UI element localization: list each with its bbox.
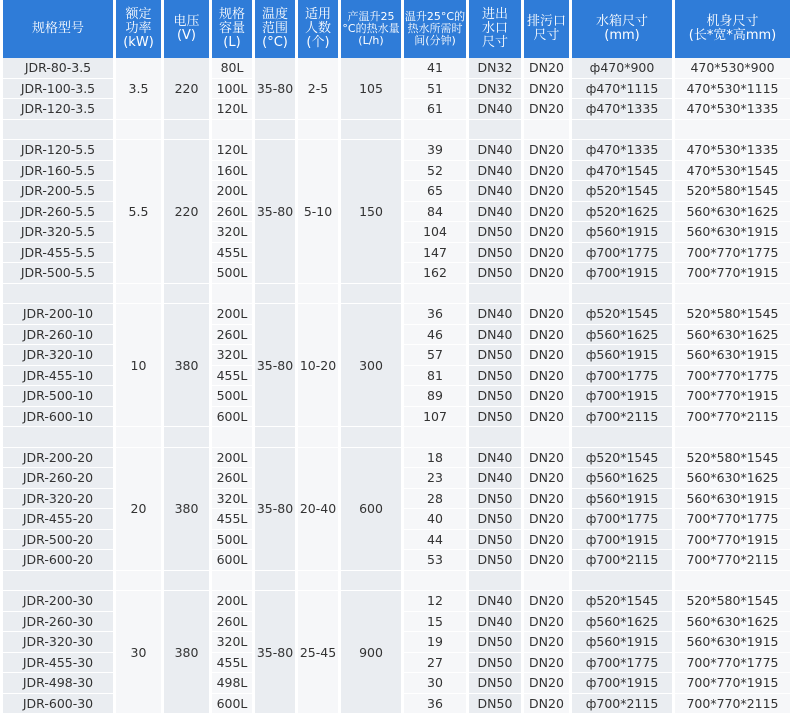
table-row [3, 304, 790, 325]
spec-model: JDR-260-30 [3, 612, 113, 633]
spec-model: JDR-120-3.5 [3, 99, 113, 120]
spec-tank-size: ф560*1625 [572, 612, 672, 633]
spec-body-size: 520*580*1545 [675, 448, 790, 469]
spec-inlet: DN50 [469, 632, 521, 653]
spec-inlet: DN50 [469, 653, 521, 674]
spec-drain: DN20 [524, 632, 569, 653]
spec-capacity: 600L [212, 550, 252, 571]
spacer-cell [469, 571, 521, 592]
spacer-cell [255, 571, 295, 592]
spec-heat-time: 39 [404, 140, 466, 161]
spec-inlet: DN50 [469, 694, 521, 714]
spec-model: JDR-600-20 [3, 550, 113, 571]
spacer-cell [404, 571, 466, 592]
header-persons: 适用 人数 (个) [298, 0, 338, 58]
spec-model: JDR-80-3.5 [3, 58, 113, 79]
spec-drain: DN20 [524, 550, 569, 571]
spec-tank-size: ф520*1625 [572, 202, 672, 223]
spacer-cell [524, 120, 569, 141]
group-power: 3.5 [116, 58, 161, 120]
spec-body-size: 700*770*2115 [675, 694, 790, 714]
spec-body-size: 700*770*1775 [675, 243, 790, 264]
spec-inlet: DN50 [469, 366, 521, 387]
spec-heat-time: 104 [404, 222, 466, 243]
spec-drain: DN20 [524, 222, 569, 243]
group-persons: 20-40 [298, 448, 338, 571]
spacer-cell [164, 284, 209, 305]
spacer-cell [255, 120, 295, 141]
spec-tank-size: ф700*2115 [572, 407, 672, 428]
spec-capacity: 455L [212, 509, 252, 530]
group-power: 30 [116, 591, 161, 714]
group-persons: 25-45 [298, 591, 338, 714]
header-flow: 产温升25 °C的热水量 (L/h) [341, 0, 401, 58]
group-spacer [3, 427, 790, 448]
spec-drain: DN20 [524, 448, 569, 469]
spec-model: JDR-200-20 [3, 448, 113, 469]
spec-heat-time: 30 [404, 673, 466, 694]
spec-model: JDR-260-10 [3, 325, 113, 346]
spec-body-size: 560*630*1915 [675, 222, 790, 243]
spec-heat-time: 89 [404, 386, 466, 407]
spacer-cell [255, 427, 295, 448]
spec-capacity: 455L [212, 653, 252, 674]
spec-heat-time: 18 [404, 448, 466, 469]
spec-capacity: 500L [212, 263, 252, 284]
spec-inlet: DN40 [469, 468, 521, 489]
spec-tank-size: ф470*1335 [572, 140, 672, 161]
spec-tank-size: ф560*1625 [572, 468, 672, 489]
spec-drain: DN20 [524, 653, 569, 674]
spec-capacity: 500L [212, 386, 252, 407]
spec-tank-size: ф560*1915 [572, 345, 672, 366]
spec-model: JDR-320-10 [3, 345, 113, 366]
group-flow: 900 [341, 591, 401, 714]
spec-body-size: 470*530*900 [675, 58, 790, 79]
spacer-cell [3, 120, 113, 141]
spec-body-size: 560*630*1625 [675, 468, 790, 489]
spec-inlet: DN40 [469, 591, 521, 612]
spec-model: JDR-260-20 [3, 468, 113, 489]
spacer-cell [3, 284, 113, 305]
spec-drain: DN20 [524, 304, 569, 325]
spacer-cell [164, 427, 209, 448]
spacer-cell [469, 427, 521, 448]
spec-drain: DN20 [524, 530, 569, 551]
spec-tank-size: ф470*1545 [572, 161, 672, 182]
spec-drain: DN20 [524, 243, 569, 264]
header-row [3, 0, 790, 58]
spec-heat-time: 28 [404, 489, 466, 510]
spec-tank-size: ф560*1915 [572, 489, 672, 510]
group-flow: 150 [341, 140, 401, 284]
spacer-cell [572, 427, 672, 448]
spec-model: JDR-500-20 [3, 530, 113, 551]
spec-heat-time: 61 [404, 99, 466, 120]
spacer-cell [116, 284, 161, 305]
spec-tank-size: ф520*1545 [572, 591, 672, 612]
spec-inlet: DN40 [469, 448, 521, 469]
spec-model: JDR-260-5.5 [3, 202, 113, 223]
spec-heat-time: 40 [404, 509, 466, 530]
table-row [3, 448, 790, 469]
group-spacer [3, 284, 790, 305]
spacer-cell [3, 571, 113, 592]
spec-body-size: 700*770*1775 [675, 653, 790, 674]
spec-model: JDR-200-30 [3, 591, 113, 612]
spec-heat-time: 27 [404, 653, 466, 674]
spec-capacity: 600L [212, 407, 252, 428]
spacer-cell [298, 120, 338, 141]
group-voltage: 380 [164, 304, 209, 427]
header-body-size: 机身尺寸 (长*宽*高mm) [675, 0, 790, 58]
spec-body-size: 700*770*1915 [675, 673, 790, 694]
spec-drain: DN20 [524, 673, 569, 694]
spec-heat-time: 81 [404, 366, 466, 387]
spec-heat-time: 52 [404, 161, 466, 182]
spec-drain: DN20 [524, 161, 569, 182]
spec-inlet: DN50 [469, 222, 521, 243]
spec-model: JDR-320-30 [3, 632, 113, 653]
spacer-cell [404, 120, 466, 141]
table-body [3, 58, 790, 714]
spec-body-size: 560*630*1625 [675, 612, 790, 633]
group-flow: 105 [341, 58, 401, 120]
spec-model: JDR-120-5.5 [3, 140, 113, 161]
spec-drain: DN20 [524, 263, 569, 284]
spec-inlet: DN50 [469, 530, 521, 551]
spec-body-size: 700*770*1915 [675, 530, 790, 551]
spec-model: JDR-500-5.5 [3, 263, 113, 284]
group-persons: 10-20 [298, 304, 338, 427]
spec-heat-time: 41 [404, 58, 466, 79]
spec-body-size: 700*770*1915 [675, 263, 790, 284]
spacer-cell [524, 284, 569, 305]
spec-body-size: 700*770*1775 [675, 509, 790, 530]
spec-tank-size: ф700*1775 [572, 509, 672, 530]
spec-inlet: DN50 [469, 673, 521, 694]
spec-tank-size: ф700*1915 [572, 263, 672, 284]
spec-body-size: 560*630*1915 [675, 632, 790, 653]
spec-model: JDR-320-5.5 [3, 222, 113, 243]
spec-heat-time: 162 [404, 263, 466, 284]
spacer-cell [572, 120, 672, 141]
group-persons: 5-10 [298, 140, 338, 284]
group-flow: 300 [341, 304, 401, 427]
spec-body-size: 470*530*1335 [675, 99, 790, 120]
spacer-cell [116, 120, 161, 141]
table-row [3, 140, 790, 161]
spec-model: JDR-200-10 [3, 304, 113, 325]
spec-capacity: 320L [212, 632, 252, 653]
spec-inlet: DN50 [469, 550, 521, 571]
spec-capacity: 260L [212, 612, 252, 633]
spec-capacity: 498L [212, 673, 252, 694]
spec-model: JDR-600-30 [3, 694, 113, 714]
spec-heat-time: 84 [404, 202, 466, 223]
group-power: 5.5 [116, 140, 161, 284]
spec-body-size: 470*530*1545 [675, 161, 790, 182]
spec-model: JDR-320-20 [3, 489, 113, 510]
spec-tank-size: ф560*1625 [572, 325, 672, 346]
spec-inlet: DN50 [469, 407, 521, 428]
spec-drain: DN20 [524, 366, 569, 387]
spec-tank-size: ф560*1915 [572, 632, 672, 653]
spec-tank-size: ф470*900 [572, 58, 672, 79]
spec-heat-time: 44 [404, 530, 466, 551]
spacer-cell [164, 120, 209, 141]
spec-heat-time: 57 [404, 345, 466, 366]
spec-heat-time: 46 [404, 325, 466, 346]
spec-inlet: DN50 [469, 243, 521, 264]
header-inlet: 进出 水口 尺寸 [469, 0, 521, 58]
spacer-cell [164, 571, 209, 592]
group-temp-range: 35-80 [255, 58, 295, 120]
spec-body-size: 700*770*2115 [675, 407, 790, 428]
spec-inlet: DN40 [469, 304, 521, 325]
group-spacer [3, 120, 790, 141]
spec-capacity: 160L [212, 161, 252, 182]
spec-tank-size: ф470*1115 [572, 79, 672, 100]
spacer-cell [675, 571, 790, 592]
spec-inlet: DN40 [469, 181, 521, 202]
spec-model: JDR-455-30 [3, 653, 113, 674]
spec-inlet: DN50 [469, 263, 521, 284]
spacer-cell [341, 571, 401, 592]
spec-body-size: 700*770*1775 [675, 366, 790, 387]
spec-model: JDR-200-5.5 [3, 181, 113, 202]
spec-tank-size: ф700*1775 [572, 653, 672, 674]
spec-tank-size: ф520*1545 [572, 448, 672, 469]
spec-capacity: 80L [212, 58, 252, 79]
spacer-cell [675, 427, 790, 448]
spec-tank-size: ф470*1335 [572, 99, 672, 120]
spacer-cell [404, 284, 466, 305]
spec-model: JDR-455-10 [3, 366, 113, 387]
spec-tank-size: ф520*1545 [572, 181, 672, 202]
spec-capacity: 200L [212, 448, 252, 469]
group-voltage: 220 [164, 140, 209, 284]
spec-inlet: DN40 [469, 140, 521, 161]
spacer-cell [255, 284, 295, 305]
group-flow: 600 [341, 448, 401, 571]
spec-heat-time: 23 [404, 468, 466, 489]
header-capacity: 规格 容量 (L) [212, 0, 252, 58]
spacer-cell [341, 120, 401, 141]
header-drain: 排污口 尺寸 [524, 0, 569, 58]
spec-body-size: 520*580*1545 [675, 304, 790, 325]
spec-body-size: 520*580*1545 [675, 591, 790, 612]
spec-body-size: 560*630*1625 [675, 202, 790, 223]
spec-drain: DN20 [524, 468, 569, 489]
table-row [3, 58, 790, 79]
spec-capacity: 200L [212, 181, 252, 202]
header-heat-time: 温升25°C的 热水所需时 间(分钟) [404, 0, 466, 58]
spacer-cell [3, 427, 113, 448]
spacer-cell [675, 284, 790, 305]
spec-inlet: DN32 [469, 58, 521, 79]
spec-tank-size: ф700*2115 [572, 550, 672, 571]
spec-drain: DN20 [524, 99, 569, 120]
spec-heat-time: 19 [404, 632, 466, 653]
spec-drain: DN20 [524, 181, 569, 202]
spec-drain: DN20 [524, 79, 569, 100]
spec-heat-time: 36 [404, 694, 466, 714]
group-voltage: 220 [164, 58, 209, 120]
spec-capacity: 320L [212, 222, 252, 243]
spacer-cell [212, 427, 252, 448]
spec-capacity: 200L [212, 304, 252, 325]
spec-body-size: 700*770*2115 [675, 550, 790, 571]
spec-capacity: 455L [212, 366, 252, 387]
spec-inlet: DN40 [469, 99, 521, 120]
spec-heat-time: 36 [404, 304, 466, 325]
spec-inlet: DN40 [469, 325, 521, 346]
spec-drain: DN20 [524, 140, 569, 161]
group-temp-range: 35-80 [255, 140, 295, 284]
spec-tank-size: ф700*1915 [572, 386, 672, 407]
spacer-cell [212, 284, 252, 305]
spec-capacity: 260L [212, 202, 252, 223]
group-temp-range: 35-80 [255, 448, 295, 571]
spec-body-size: 470*530*1115 [675, 79, 790, 100]
spec-drain: DN20 [524, 694, 569, 714]
group-spacer [3, 571, 790, 592]
group-voltage: 380 [164, 448, 209, 571]
spec-drain: DN20 [524, 58, 569, 79]
spec-inlet: DN40 [469, 612, 521, 633]
spec-drain: DN20 [524, 612, 569, 633]
spacer-cell [469, 120, 521, 141]
spacer-cell [524, 571, 569, 592]
spec-inlet: DN40 [469, 202, 521, 223]
spec-model: JDR-100-3.5 [3, 79, 113, 100]
spec-heat-time: 51 [404, 79, 466, 100]
spec-tank-size: ф700*1775 [572, 366, 672, 387]
spec-drain: DN20 [524, 345, 569, 366]
spec-tank-size: ф700*1915 [572, 673, 672, 694]
spacer-cell [469, 284, 521, 305]
group-voltage: 380 [164, 591, 209, 714]
spec-model: JDR-455-20 [3, 509, 113, 530]
spec-body-size: 560*630*1915 [675, 345, 790, 366]
spec-inlet: DN50 [469, 509, 521, 530]
header-tank-size: 水箱尺寸 (mm) [572, 0, 672, 58]
spec-heat-time: 107 [404, 407, 466, 428]
spacer-cell [116, 427, 161, 448]
spec-drain: DN20 [524, 202, 569, 223]
spec-tank-size: ф700*2115 [572, 694, 672, 714]
spec-capacity: 260L [212, 325, 252, 346]
spacer-cell [341, 284, 401, 305]
spec-drain: DN20 [524, 489, 569, 510]
spec-capacity: 455L [212, 243, 252, 264]
spec-body-size: 560*630*1915 [675, 489, 790, 510]
spec-model: JDR-455-5.5 [3, 243, 113, 264]
spec-heat-time: 147 [404, 243, 466, 264]
spec-tank-size: ф700*1775 [572, 243, 672, 264]
spec-inlet: DN40 [469, 161, 521, 182]
group-temp-range: 35-80 [255, 304, 295, 427]
spec-drain: DN20 [524, 325, 569, 346]
spec-capacity: 120L [212, 140, 252, 161]
spec-model: JDR-160-5.5 [3, 161, 113, 182]
spec-tank-size: ф560*1915 [572, 222, 672, 243]
spec-inlet: DN50 [469, 386, 521, 407]
spec-capacity: 320L [212, 489, 252, 510]
spacer-cell [298, 571, 338, 592]
spec-inlet: DN50 [469, 489, 521, 510]
spec-inlet: DN32 [469, 79, 521, 100]
spec-heat-time: 65 [404, 181, 466, 202]
spec-body-size: 560*630*1625 [675, 325, 790, 346]
header-power: 额定 功率 (kW) [116, 0, 161, 58]
spec-drain: DN20 [524, 509, 569, 530]
spacer-cell [116, 571, 161, 592]
group-power: 20 [116, 448, 161, 571]
spec-heat-time: 12 [404, 591, 466, 612]
spec-body-size: 520*580*1545 [675, 181, 790, 202]
group-power: 10 [116, 304, 161, 427]
spec-drain: DN20 [524, 591, 569, 612]
spacer-cell [298, 427, 338, 448]
spacer-cell [298, 284, 338, 305]
spacer-cell [404, 427, 466, 448]
spacer-cell [341, 427, 401, 448]
spec-heat-time: 15 [404, 612, 466, 633]
spec-body-size: 700*770*1915 [675, 386, 790, 407]
spec-capacity: 320L [212, 345, 252, 366]
spec-model: JDR-600-10 [3, 407, 113, 428]
spec-capacity: 500L [212, 530, 252, 551]
spec-model: JDR-498-30 [3, 673, 113, 694]
spec-tank-size: ф520*1545 [572, 304, 672, 325]
spec-capacity: 260L [212, 468, 252, 489]
spec-body-size: 470*530*1335 [675, 140, 790, 161]
spec-drain: DN20 [524, 386, 569, 407]
table-row [3, 591, 790, 612]
spacer-cell [572, 284, 672, 305]
spacer-cell [524, 427, 569, 448]
spec-inlet: DN50 [469, 345, 521, 366]
header-model: 规格型号 [3, 0, 113, 58]
header-voltage: 电压 (V) [164, 0, 209, 58]
spacer-cell [212, 120, 252, 141]
group-temp-range: 35-80 [255, 591, 295, 714]
spec-capacity: 100L [212, 79, 252, 100]
spec-model: JDR-500-10 [3, 386, 113, 407]
spec-capacity: 120L [212, 99, 252, 120]
spec-tank-size: ф700*1915 [572, 530, 672, 551]
spec-capacity: 200L [212, 591, 252, 612]
group-persons: 2-5 [298, 58, 338, 120]
spacer-cell [572, 571, 672, 592]
spec-capacity: 600L [212, 694, 252, 714]
spacer-cell [212, 571, 252, 592]
header-temp-range: 温度 范围 (°C) [255, 0, 295, 58]
spacer-cell [675, 120, 790, 141]
spec-drain: DN20 [524, 407, 569, 428]
spec-heat-time: 53 [404, 550, 466, 571]
